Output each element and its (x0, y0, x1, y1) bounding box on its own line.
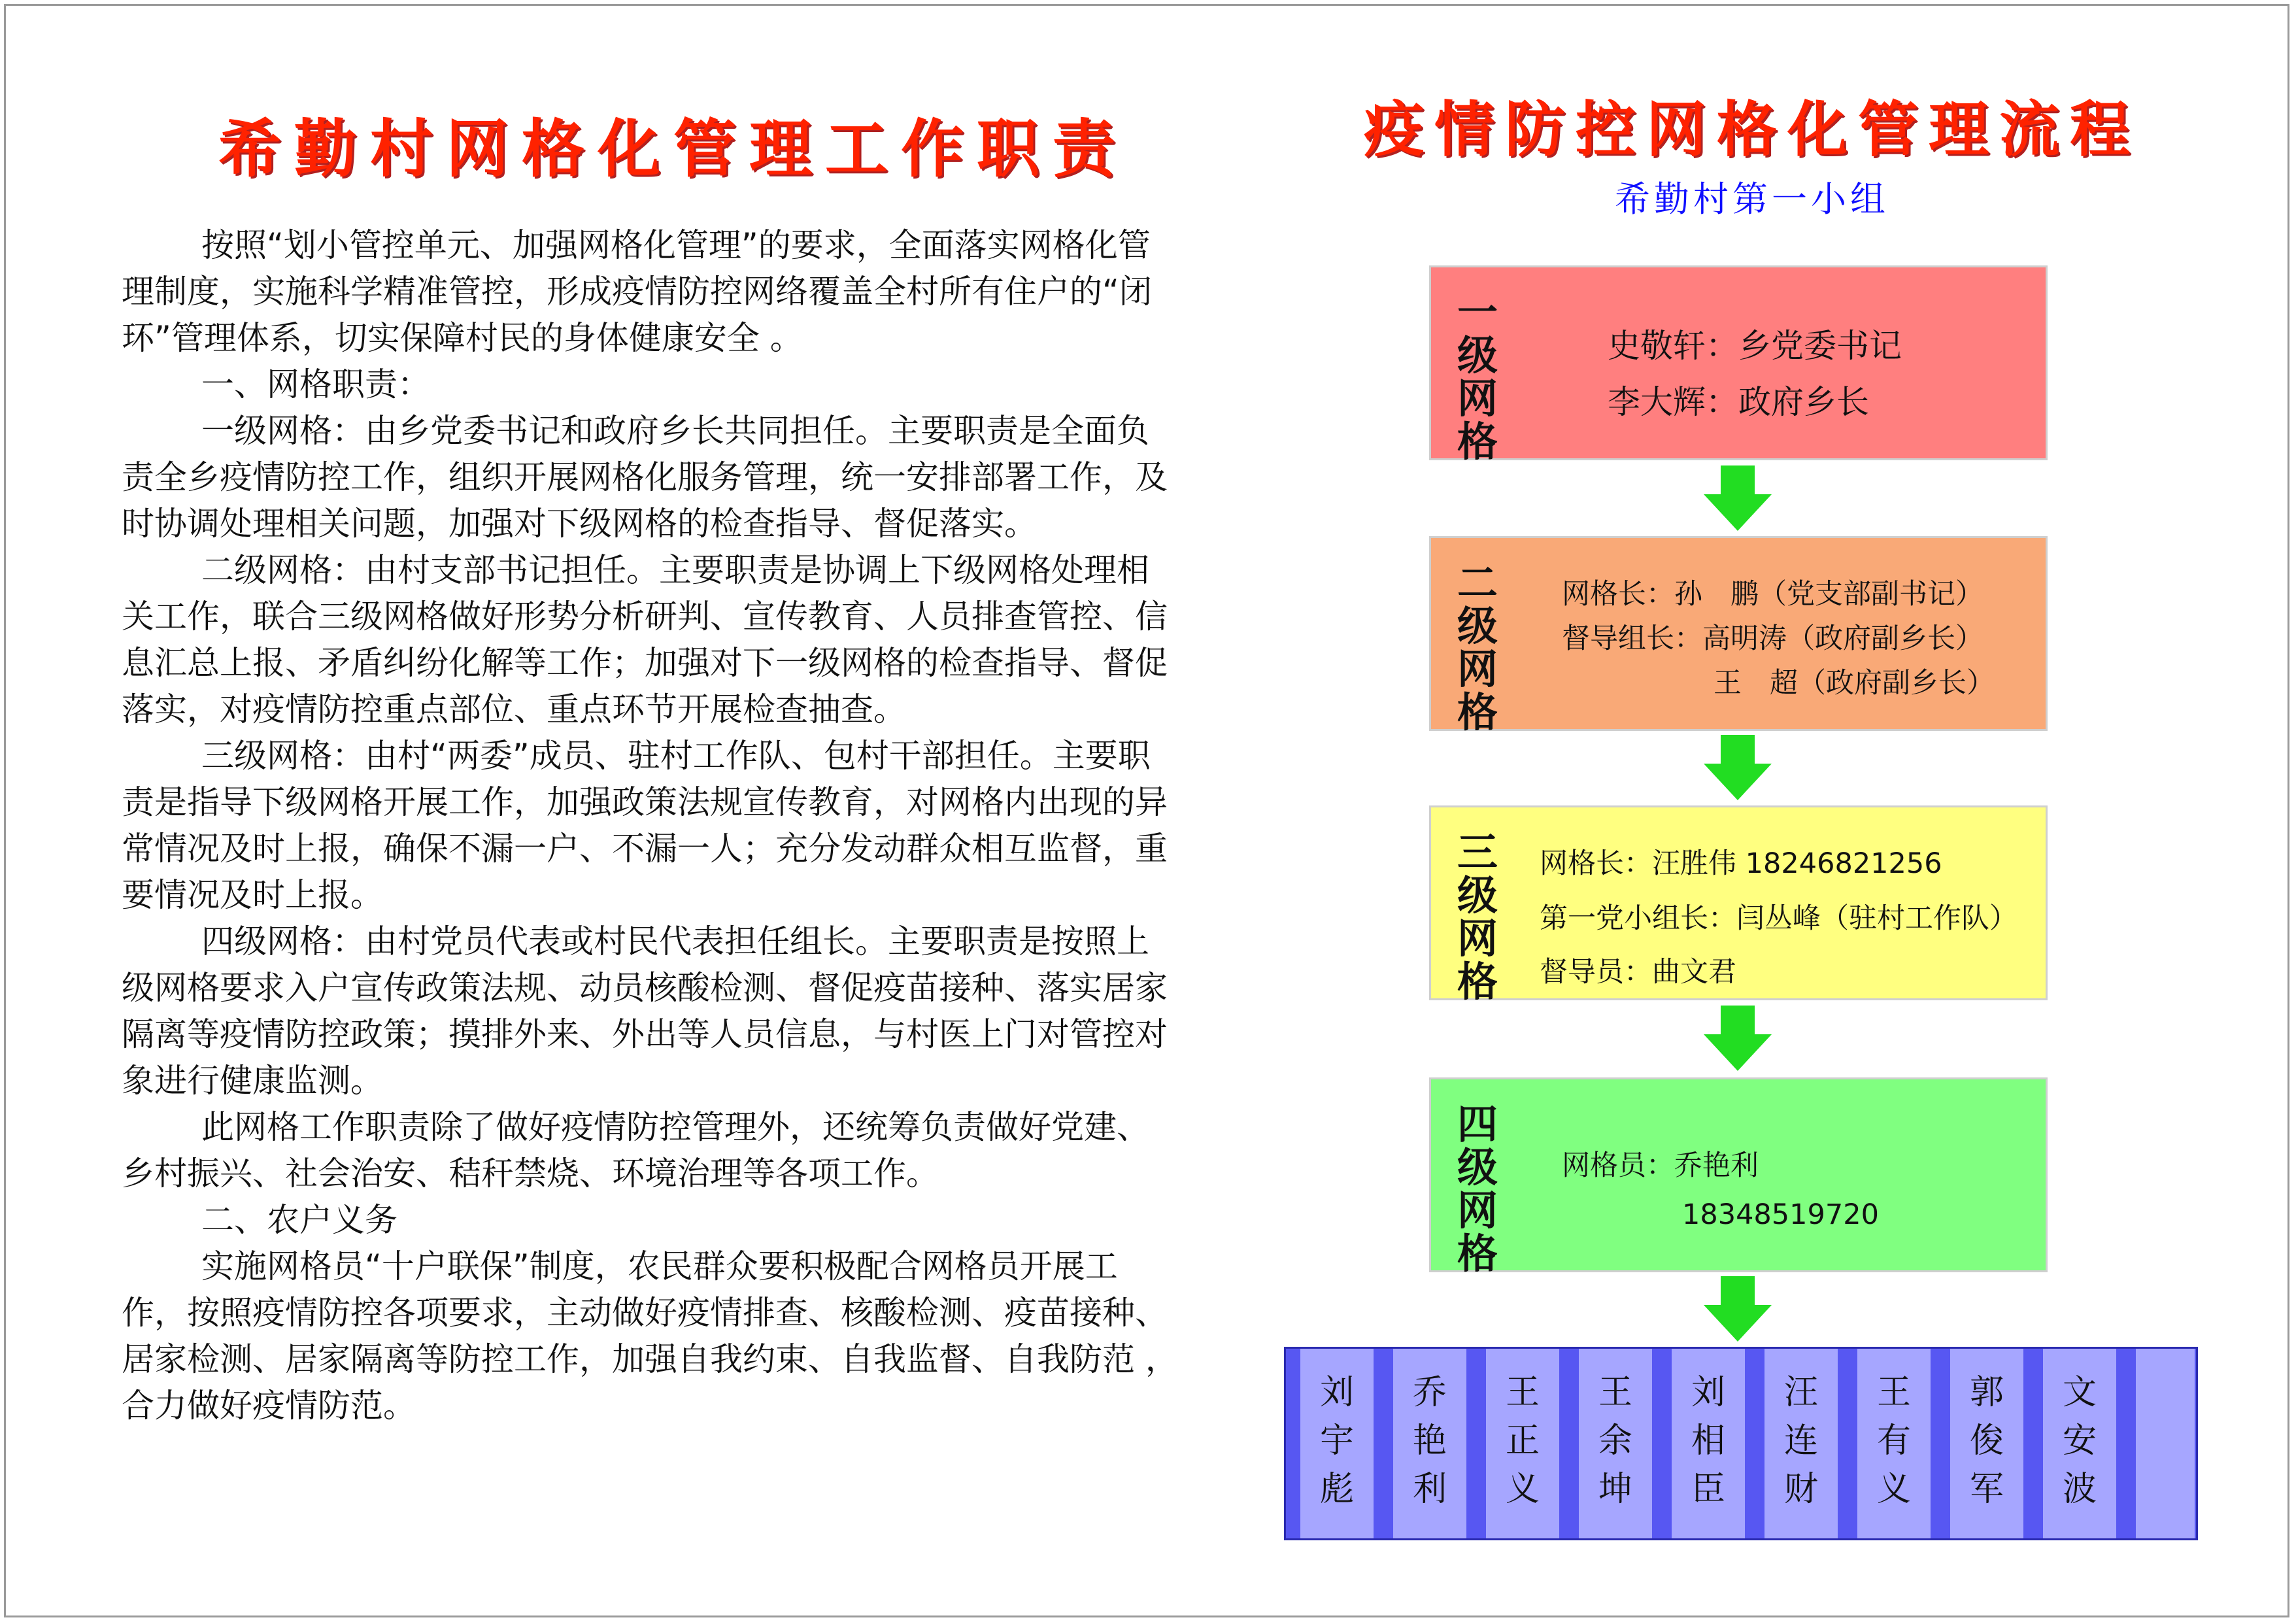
paragraph-intro: 按照“划小管控单元、加强网格化管理”的要求，全面落实网格化管理制度，实施科学精准管控，形成疫情防控网络覆盖全村所有住户的“闭环”管理体系，切实保障村民的身体健康安全 。 (122, 226, 1152, 357)
paragraph-heading-obligations: 二、农户义务 (201, 1201, 397, 1239)
member-cell (1672, 1349, 1745, 1538)
grid-level-4-line-2: 18348519720 (1682, 1198, 1879, 1231)
grid-level-3-line-1: 网格长：汪胜伟 18246821256 (1540, 847, 1942, 880)
arrow-down-icon (1704, 1276, 1772, 1342)
member-name: 王 有 义 (1876, 1373, 1911, 1509)
member-name: 郭 俊 军 (1969, 1373, 2004, 1509)
paragraph-level-2: 二级网格：由村支部书记担任。主要职责是协调上下级网格处理相关工作，联合三级网格做好形势分析研判、宣传教育、人员排查管控、信息汇总上报、矛盾纠纷化解等工作；加强对下一级网格的检查指导、督促落实，对疫情防控重点部位、重点环节开展检查抽查。 (122, 551, 1168, 728)
grid-level-4-label: 四级网格 (1457, 1100, 1498, 1277)
member-name: 王 正 义 (1505, 1373, 1540, 1509)
grid-members-row (1284, 1347, 2198, 1540)
arrow-down-icon (1704, 735, 1772, 800)
member-cell (1486, 1349, 1559, 1538)
grid-level-1-box (1429, 265, 2048, 465)
grid-level-2-label: 二级网格 (1457, 559, 1498, 736)
member-name: 文 安 波 (2062, 1373, 2097, 1509)
grid-level-1-line-1: 史敬轩：乡党委书记 (1608, 327, 1902, 365)
member-cell (1300, 1349, 1374, 1538)
arrow-down-icon (1704, 465, 1772, 531)
grid-level-2-line-3: 王 超（政府副乡长） (1714, 667, 1995, 700)
paragraph-level-1: 一级网格：由乡党委书记和政府乡长共同担任。主要职责是全面负责全乡疫情防控工作，组织开展网格化服务管理，统一安排部署工作，及时协调处理相关问题，加强对下级网格的检查指导、督促落实。 (122, 412, 1168, 543)
paragraph-obligations: 实施网格员“十户联保”制度，农民群众要积极配合网格员开展工作，按照疫情防控各项要求，主动做好疫情排查、核酸检测、疫苗接种、居家检测、居家隔离等防控工作，加强自我约束、自我监督、自我防范 ，合力做好疫情防范。 (122, 1247, 1178, 1425)
member-cell (2043, 1349, 2116, 1538)
paragraph-other-duties: 此网格工作职责除了做好疫情防控管理外，还统筹负责做好党建、乡村振兴、社会治安、秸秆禁烧、环境治理等各项工作。 (122, 1108, 1149, 1193)
grid-level-3-box (1429, 805, 2048, 1006)
member-cell (1950, 1349, 2023, 1538)
member-name: 乔 艳 利 (1412, 1373, 1447, 1509)
grid-level-2-box (1429, 536, 2048, 736)
paragraph-heading-duties: 一、网格职责： (201, 365, 430, 403)
grid-level-3-line-2: 第一党小组长：闫丛峰（驻村工作队） (1540, 902, 2017, 935)
grid-level-3-line-3: 督导员：曲文君 (1540, 956, 1736, 989)
duties-body (122, 222, 1181, 1429)
member-cell (1857, 1349, 1931, 1538)
grid-level-1-line-2: 李大辉：政府乡长 (1608, 383, 1869, 421)
grid-level-2-line-1: 网格长：孙 鹏（党支部副书记） (1562, 578, 1984, 611)
paragraph-level-3: 三级网格：由村“两委”成员、驻村工作队、包村干部担任。主要职责是指导下级网格开展工作，加强政策法规宣传教育，对网格内出现的异常情况及时上报，确保不漏一户、不漏一人；充分发动群众相互监督，重要情况及时上报。 (122, 737, 1168, 914)
member-cell (1579, 1349, 1652, 1538)
grid-level-4-line-1: 网格员：乔艳利 (1562, 1149, 1759, 1182)
grid-level-3-label: 三级网格 (1457, 828, 1498, 1006)
member-cell (1393, 1349, 1466, 1538)
flow-subtitle: 希勤村第一小组 (1615, 178, 1889, 220)
member-cell-empty (2136, 1349, 2195, 1538)
member-name: 刘 相 臣 (1691, 1373, 1725, 1509)
paragraph-level-4: 四级网格：由村党员代表或村民代表担任组长。主要职责是按照上级网格要求入户宣传政策法规、动员核酸检测、督促疫苗接种、落实居家隔离等疫情防控政策；摸排外来、外出等人员信息，与村医上门对管控对象进行健康监测。 (122, 922, 1168, 1100)
grid-level-2-line-2: 督导组长：高明涛（政府副乡长） (1562, 622, 1984, 655)
left-title: 希勤村网格化管理工作职责 (218, 112, 1128, 186)
grid-level-4-box (1429, 1077, 2048, 1277)
arrow-down-icon (1704, 1006, 1772, 1071)
member-name: 刘 宇 彪 (1319, 1373, 1354, 1509)
member-cell (1764, 1349, 1838, 1538)
member-name: 王 余 坤 (1598, 1373, 1632, 1509)
member-name: 汪 连 财 (1783, 1373, 1818, 1509)
flow-title: 疫情防控网格化管理流程 (1363, 94, 2140, 165)
grid-level-1-label: 一级网格 (1457, 288, 1498, 465)
